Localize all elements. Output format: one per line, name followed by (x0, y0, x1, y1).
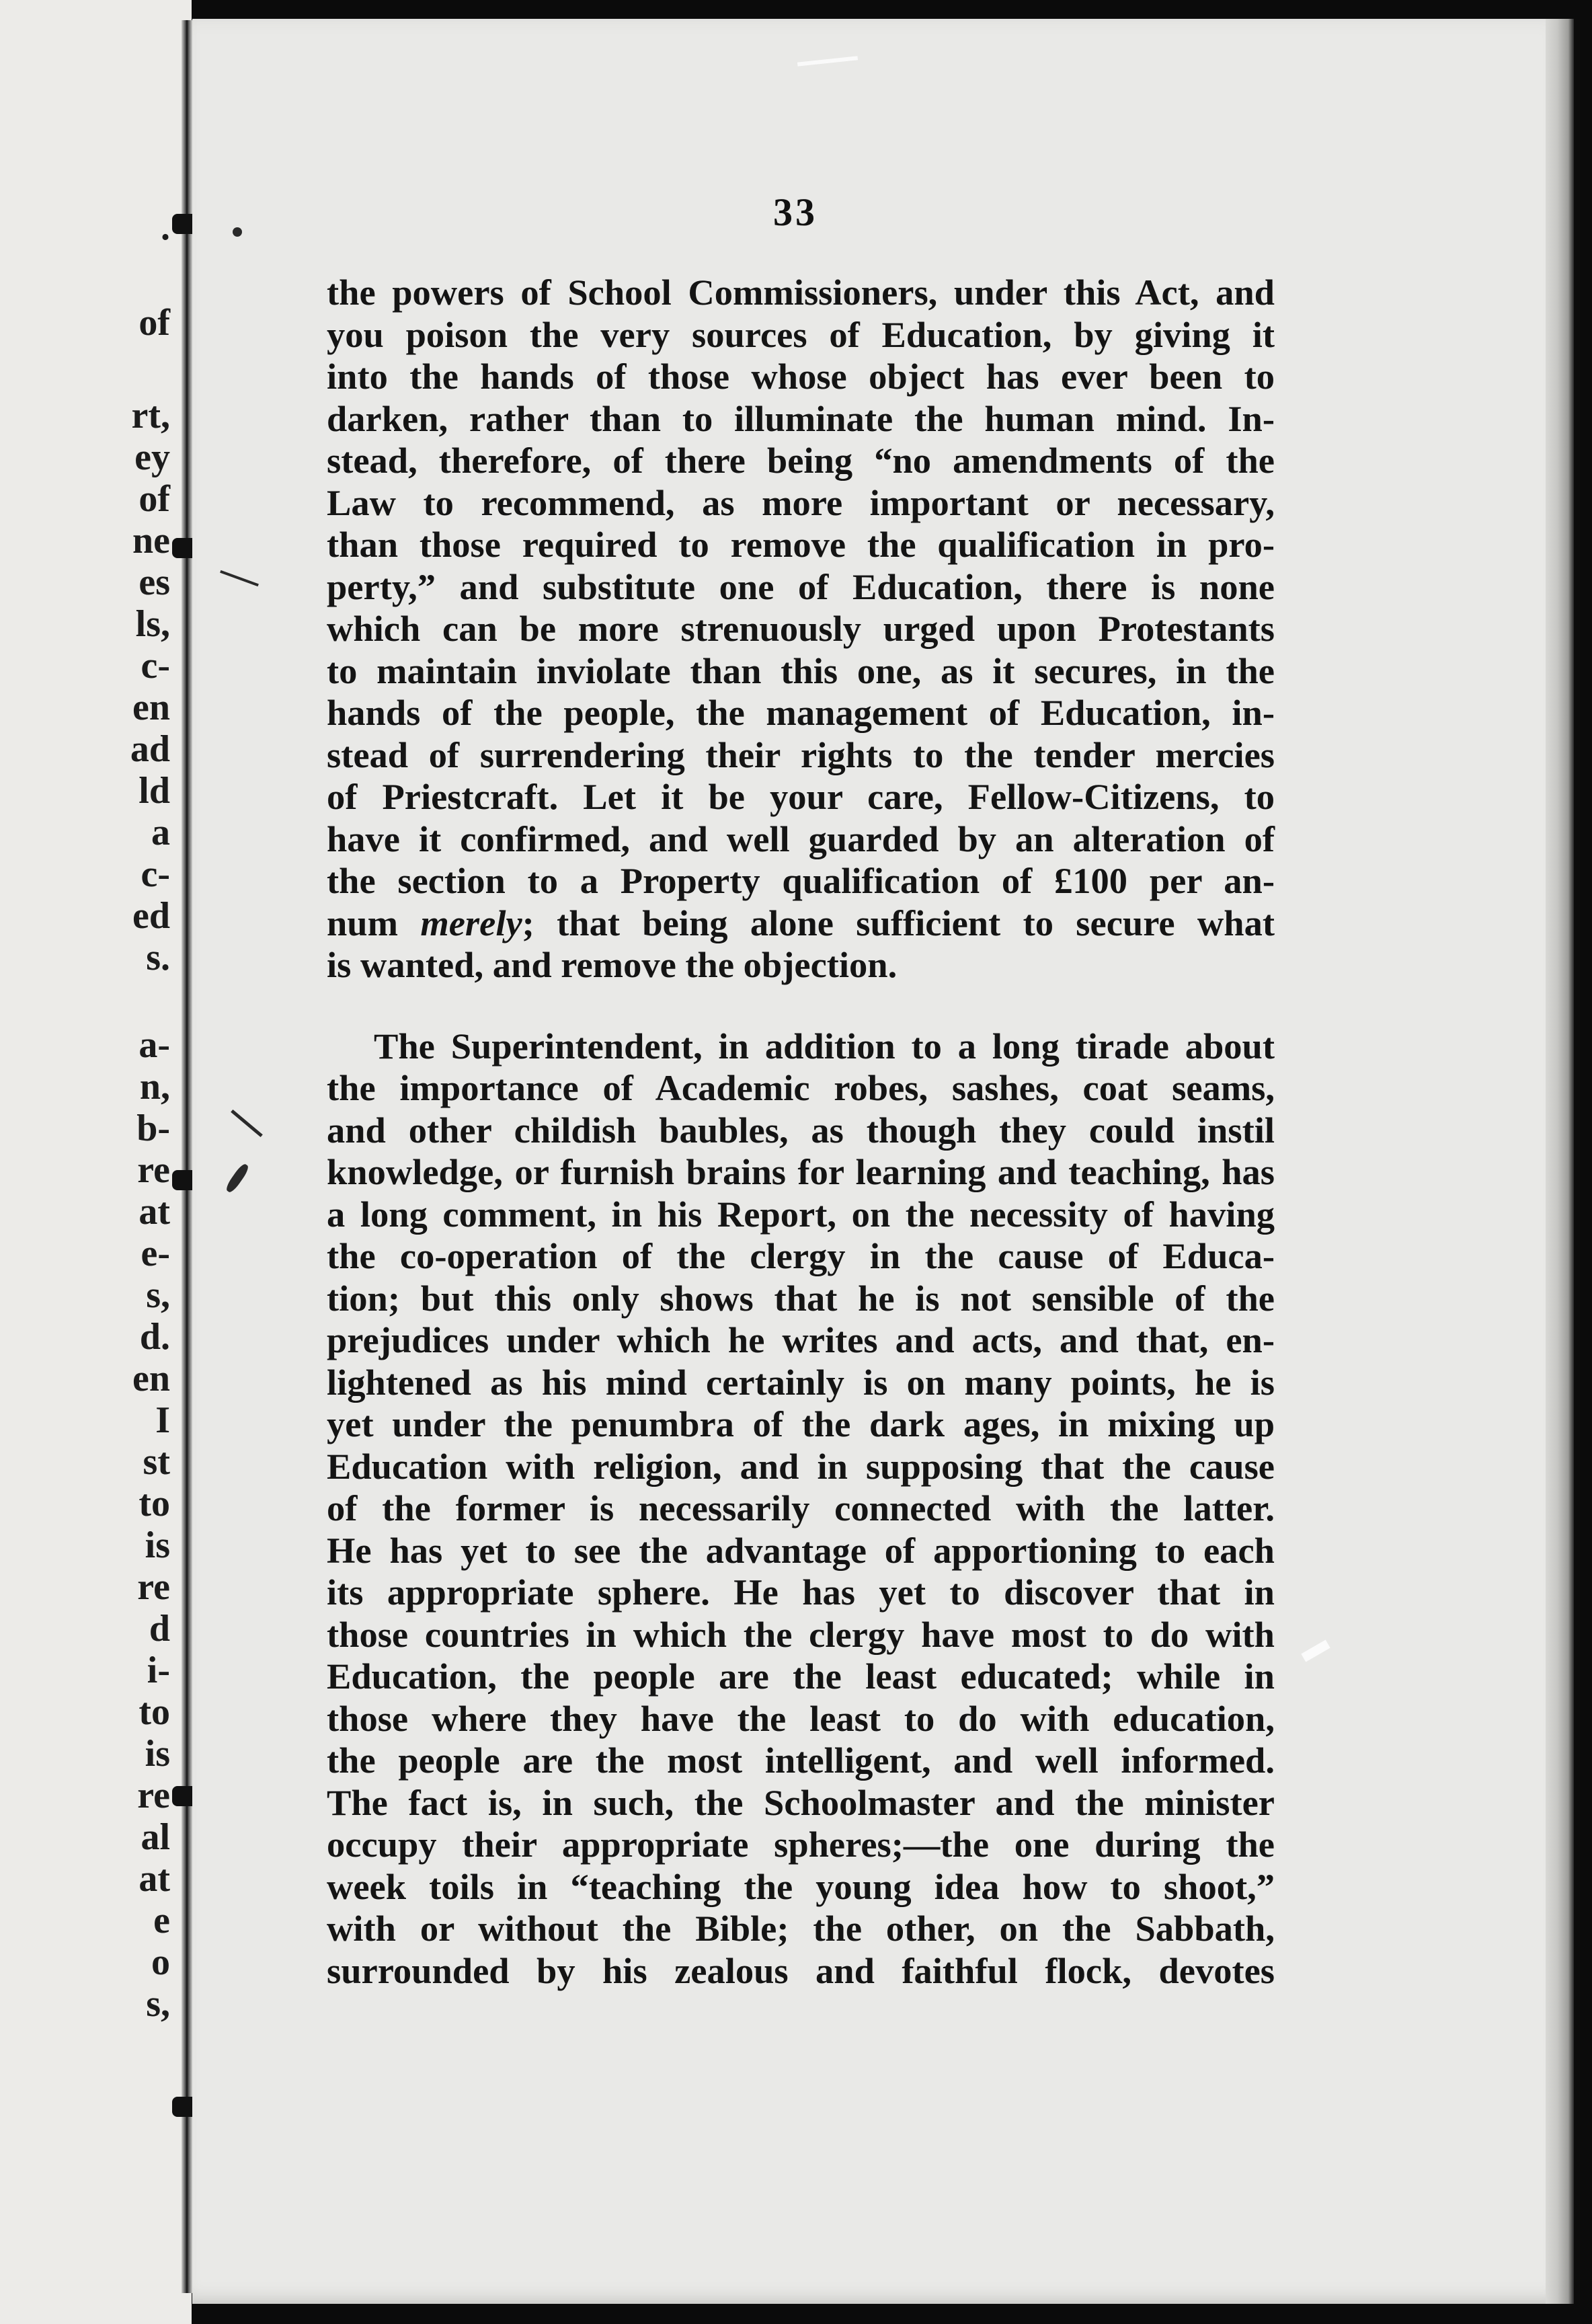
text-line: to maintain inviolate than this one, as it secures, in the (327, 650, 1275, 691)
left-page-fragment: i- (147, 1650, 170, 1691)
text-line: have it confirmed, and well guarded by an alteration of (327, 818, 1275, 859)
left-page-fragment: s. (146, 937, 170, 978)
text-line: darken, rather than to illuminate the human mind. In- (327, 397, 1275, 439)
ink-speck (225, 1162, 251, 1194)
text-line: hands of the people, the management of Education, in- (327, 692, 1275, 733)
text-line: the powers of School Commissioners, under this Act, and (327, 272, 1275, 313)
left-page-fragment: s, (146, 1274, 170, 1316)
text-line: occupy their appropriate spheres;—the one during the (327, 1824, 1275, 1865)
left-page-fragment: o (151, 1941, 170, 1983)
text-line: of Priestcraft. Let it be your care, Fellow-Citizens, to (327, 776, 1275, 817)
left-page-fragment: a (151, 812, 170, 853)
left-page-fragment: re (137, 1566, 170, 1608)
text-line: The fact is, in such, the Schoolmaster and the minister (327, 1781, 1275, 1823)
left-page-fragment: b- (136, 1108, 170, 1149)
left-page-fragment: rt, (131, 395, 170, 436)
left-page-fragment: c- (141, 645, 170, 687)
left-page-fragment: c- (141, 853, 170, 895)
left-page-fragment: re (137, 1149, 170, 1191)
text-line: num merely; that being alone sufficient to secure what (327, 902, 1275, 943)
ink-speck (220, 570, 259, 586)
left-page-fragment: al (141, 1816, 170, 1858)
text-line: surrounded by his zealous and faithful flock, devotes (327, 1949, 1275, 1991)
left-page-fragment: en (132, 1358, 170, 1399)
text-line: its appropriate sphere. He has yet to discover that in (327, 1572, 1275, 1613)
text-line: with or without the Bible; the other, on the Sabbath, (327, 1908, 1275, 1949)
page-number: 33 (773, 190, 818, 234)
paragraph-1 (327, 272, 1275, 986)
left-page-fragment: ed (132, 895, 170, 937)
left-page-fragment: a- (138, 1024, 170, 1066)
text-line: is wanted, and remove the objection. (327, 944, 898, 985)
italic-word: merely (420, 902, 522, 943)
left-page-fragment: at (138, 1191, 170, 1233)
text-line: prejudices under which he writes and acts, and that, en- (327, 1319, 1275, 1360)
text-line: knowledge, or furnish brains for learning and teaching, has (327, 1151, 1275, 1192)
text-line: lightened as his mind certainly is on many points, he is (327, 1361, 1275, 1403)
left-page-fragment: of (138, 478, 170, 520)
left-page-fragment: is (145, 1524, 170, 1566)
left-page-fragment: ld (138, 770, 170, 812)
ink-speck (233, 227, 242, 237)
text-line: stead, therefore, of there being “no amendments of the (327, 440, 1275, 481)
left-page-fragment: s, (146, 1983, 170, 2025)
text-line: a long comment, in his Report, on the necessity of having (327, 1193, 1275, 1235)
text-line: Education with religion, and in supposing that the cause (327, 1445, 1275, 1487)
left-page-fragment: is (145, 1733, 170, 1775)
left-page-fragment: re (137, 1775, 170, 1816)
left-page-fragment: d (149, 1608, 170, 1650)
left-page-fragment: d. (139, 1316, 170, 1358)
text-line: yet under the penumbra of the dark ages, in mixing up (327, 1403, 1275, 1444)
left-page-fragment: ad (130, 728, 170, 770)
text-line: into the hands of those whose object has ever been to (327, 356, 1275, 397)
left-page-fragment: e- (141, 1233, 170, 1274)
text-line: and other childish baubles, as though they could instil (327, 1109, 1275, 1151)
text-line: the co-operation of the clergy in the cause of Educa- (327, 1235, 1275, 1276)
text-line: the people are the most intelligent, and well informed. (327, 1740, 1275, 1781)
left-page-fragment: es (138, 561, 170, 603)
left-page-fragment: I (155, 1399, 170, 1441)
left-page-fragment: . (161, 206, 170, 248)
page-body-text (327, 272, 1275, 1992)
page-edge-shadow (1546, 19, 1574, 2304)
text-line: the section to a Property qualification of £100 per an- (327, 860, 1275, 901)
left-page-fragment: e (153, 1900, 170, 1941)
text-line: those countries in which the clergy have most to do with (327, 1613, 1275, 1655)
text-line: stead of surrendering their rights to the tender mercies (327, 734, 1275, 775)
left-page-fragment: ne (132, 520, 170, 561)
text-line: which can be more strenuously urged upon Protestants (327, 608, 1275, 649)
left-page-margin (0, 0, 192, 2324)
left-page-fragment: n, (139, 1066, 170, 1108)
text-line: Law to recommend, as more important or necessary, (327, 481, 1275, 523)
text-line: week toils in “teaching the young idea how to shoot,” (327, 1865, 1275, 1907)
text-line: The Superintendent, in addition to a long tirade about (374, 1025, 1275, 1067)
text-line: Education, the people are the least educated; while in (327, 1656, 1275, 1697)
paper-mark (797, 56, 858, 66)
text-line: perty,” and substitute one of Education, there is none (327, 566, 1275, 607)
paper-mark (1301, 1639, 1330, 1662)
left-page-fragment: to (138, 1483, 170, 1524)
left-page-fragment: st (143, 1441, 170, 1483)
text-line: you poison the very sources of Education, by giving it (327, 313, 1275, 355)
text-line: of the former is necessarily connected with the latter. (327, 1487, 1275, 1528)
ink-speck (231, 1110, 263, 1137)
left-page-fragment: of (138, 302, 170, 344)
text-line: those where they have the least to do with education, (327, 1697, 1275, 1739)
left-page-fragment: to (138, 1691, 170, 1733)
binding-gutter (182, 20, 192, 2293)
text-line: than those required to remove the qualification in pro- (327, 524, 1275, 565)
left-page-fragment: en (132, 687, 170, 728)
left-page-fragment: ls, (135, 603, 170, 645)
text-line: He has yet to see the advantage of apportioning to each (327, 1529, 1275, 1571)
text-line: tion; but this only shows that he is not sensible of the (327, 1277, 1275, 1319)
text-line: the importance of Academic robes, sashes, coat seams, (327, 1067, 1275, 1108)
left-page-fragment: ey (134, 436, 170, 478)
left-page-fragment: at (138, 1858, 170, 1900)
paragraph-2 (327, 1025, 1275, 1992)
